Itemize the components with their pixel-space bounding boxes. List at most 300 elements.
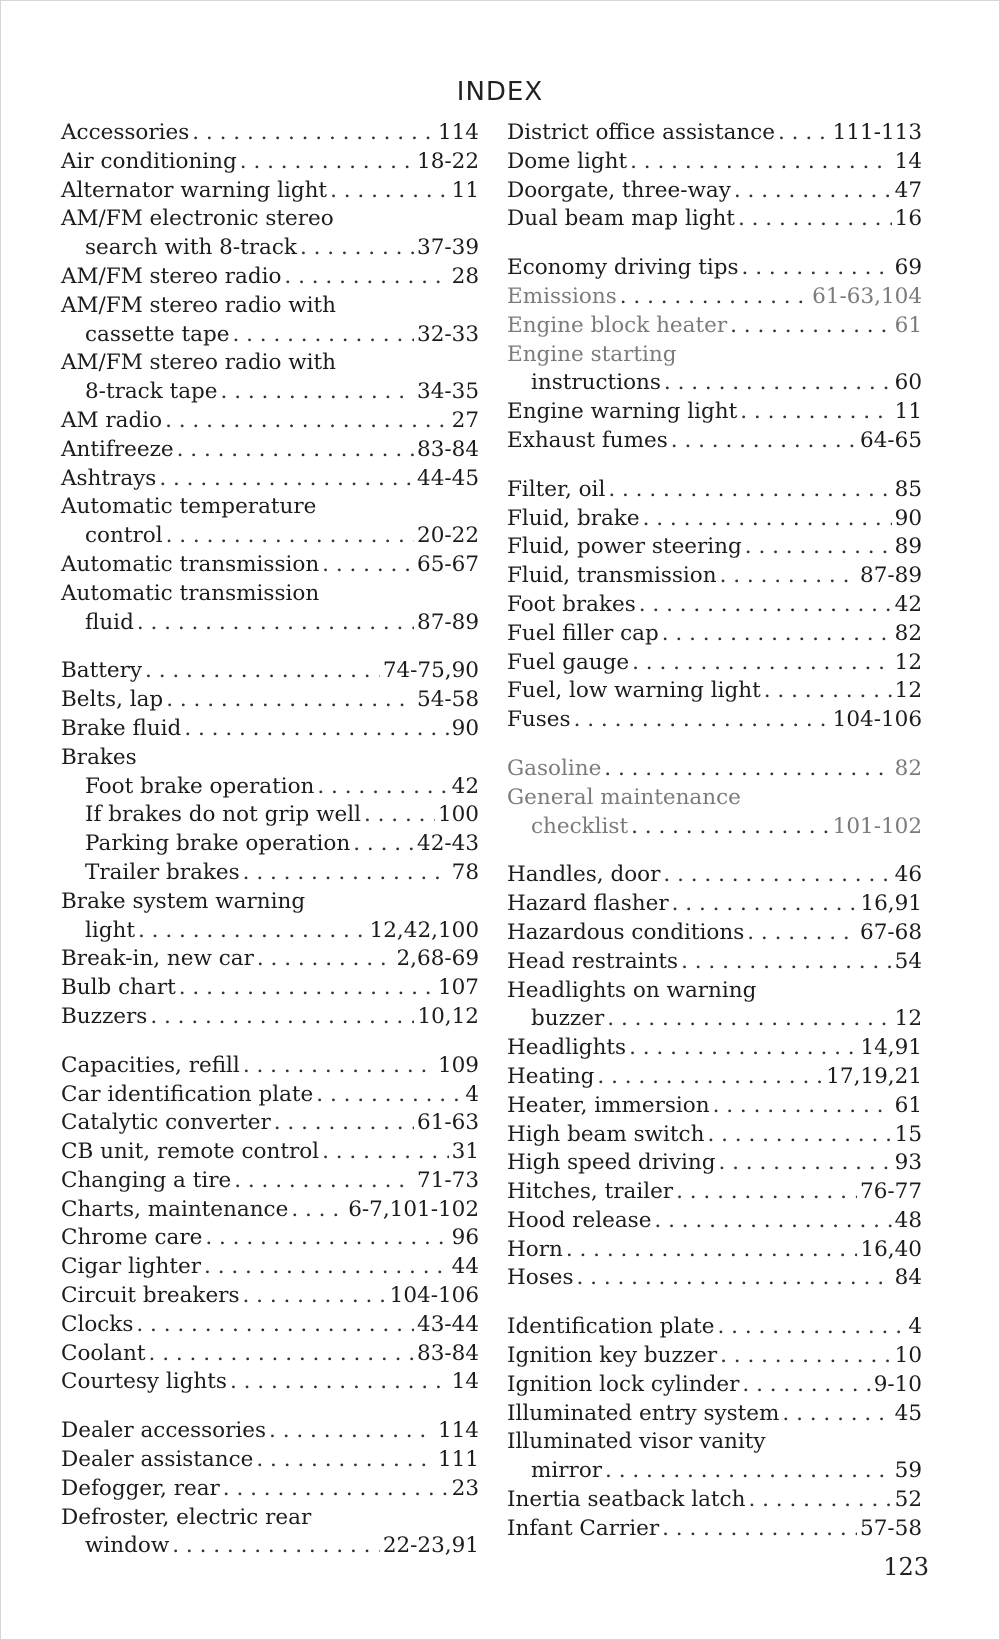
dot-leader <box>192 119 435 148</box>
dot-leader <box>221 378 414 407</box>
entry-pages: 76-77 <box>860 1179 922 1205</box>
entry-term: Dealer accessories <box>61 1418 267 1444</box>
entry-pages: 47 <box>894 177 922 203</box>
entry-pages: 54 <box>894 948 922 974</box>
dot-leader <box>671 427 857 456</box>
entry-term: fluid <box>85 609 134 635</box>
entry-term: mirror <box>531 1458 603 1484</box>
entry-pages: 15 <box>894 1121 922 1147</box>
index-entry <box>61 945 479 974</box>
index-entry <box>61 177 479 206</box>
index-entry <box>61 148 479 177</box>
entry-term: Buzzers <box>61 1003 148 1029</box>
entry-term: Cigar lighter <box>61 1254 202 1280</box>
dot-leader <box>720 562 857 591</box>
dot-leader <box>184 715 448 744</box>
entry-pages: 104-106 <box>832 707 922 733</box>
dot-leader <box>730 312 892 341</box>
entry-term: Accessories <box>61 120 190 145</box>
section-gap <box>507 234 922 254</box>
dot-leader <box>639 591 892 620</box>
index-entry-heading: AM/FM stereo radio with <box>61 292 337 318</box>
entry-term: cassette tape <box>85 321 230 347</box>
page-number: 123 <box>883 1553 929 1581</box>
entry-pages: 48 <box>894 1207 922 1233</box>
entry-term: Changing a tire <box>61 1167 232 1193</box>
dot-leader <box>204 1253 449 1282</box>
index-entry <box>507 620 922 649</box>
index-subentry <box>61 522 479 551</box>
index-subentry <box>61 234 479 263</box>
entry-pages: 111-113 <box>832 120 922 145</box>
entry-term: Ignition key buzzer <box>507 1343 718 1369</box>
section-gap <box>507 841 922 861</box>
index-entry <box>61 465 479 494</box>
entry-term: window <box>85 1533 170 1559</box>
entry-pages: 59 <box>894 1458 922 1484</box>
entry-term: Foot brakes <box>507 591 636 617</box>
index-entry <box>61 1003 479 1032</box>
dot-leader <box>291 1196 345 1225</box>
entry-term: High beam switch <box>507 1121 705 1147</box>
index-entry <box>507 177 922 206</box>
entry-pages: 4 <box>465 1081 479 1107</box>
dot-leader <box>317 773 448 802</box>
entry-pages: 32-33 <box>417 321 479 347</box>
entry-term: checklist <box>531 813 629 839</box>
dot-leader <box>274 1109 414 1138</box>
entry-pages: 9-10 <box>873 1371 922 1397</box>
entry-pages: 82 <box>894 620 922 646</box>
index-entry <box>507 755 922 784</box>
dot-leader <box>322 1138 449 1167</box>
dot-leader <box>740 398 891 427</box>
index-entry <box>61 263 479 292</box>
dot-leader <box>632 649 892 678</box>
entry-term: Fuses <box>507 707 571 733</box>
entry-term: Headlights <box>507 1035 627 1061</box>
entry-term: Exhaust fumes <box>507 427 668 453</box>
dot-leader <box>137 609 414 638</box>
entry-term: Economy driving tips <box>507 255 739 281</box>
entry-term: Gasoline <box>507 755 602 781</box>
dot-leader <box>150 1003 414 1032</box>
section-gap <box>61 1397 479 1417</box>
entry-term: Heating <box>507 1063 595 1089</box>
dot-leader <box>620 283 809 312</box>
entry-term: Hazardous conditions <box>507 919 745 945</box>
entry-term: Automatic transmission <box>61 551 320 577</box>
entry-term: buzzer <box>531 1006 605 1032</box>
index-entry <box>507 1342 922 1371</box>
index-entry <box>61 1052 479 1081</box>
index-subentry <box>61 830 479 859</box>
entry-term: Handles, door <box>507 862 661 888</box>
entry-term: Infant Carrier <box>507 1515 660 1541</box>
dot-leader <box>177 436 414 465</box>
dot-leader <box>663 861 891 890</box>
index-entry <box>507 649 922 678</box>
dot-leader <box>172 1532 380 1561</box>
entry-pages: 12 <box>894 649 922 675</box>
dot-leader <box>232 321 414 350</box>
entry-term: Dual beam map light <box>507 206 735 232</box>
index-entry <box>507 1178 922 1207</box>
entry-pages: 74-75,90 <box>382 658 479 684</box>
entry-term: District office assistance <box>507 120 776 145</box>
index-entry <box>507 890 922 919</box>
dot-leader <box>676 1178 857 1207</box>
index-entry <box>507 1264 922 1293</box>
index-entry-heading: Brakes <box>61 744 137 770</box>
dot-leader <box>664 369 892 398</box>
index-entry <box>507 427 922 456</box>
index-entry <box>61 1311 479 1340</box>
index-entry <box>507 1063 922 1092</box>
index-entry <box>507 398 922 427</box>
dot-leader <box>223 1475 449 1504</box>
index-entry <box>507 1313 922 1342</box>
index-entry <box>507 1121 922 1150</box>
index-subentry <box>61 1532 479 1561</box>
entry-term: Fluid, brake <box>507 505 640 531</box>
entry-term: Fluid, transmission <box>507 563 717 589</box>
entry-pages: 14,91 <box>860 1035 922 1061</box>
dot-leader <box>138 917 367 946</box>
index-subentry <box>61 801 479 830</box>
entry-term: instructions <box>531 370 661 396</box>
entry-term: Dealer assistance <box>61 1447 254 1473</box>
index-entry <box>507 562 922 591</box>
entry-term: Emissions <box>507 283 617 309</box>
dot-leader <box>364 801 435 830</box>
dot-leader <box>742 254 892 283</box>
entry-pages: 17,19,21 <box>826 1063 922 1089</box>
entry-term: light <box>85 917 136 943</box>
dot-leader <box>720 1342 892 1371</box>
entry-pages: 45 <box>894 1400 922 1426</box>
index-entry <box>61 1138 479 1167</box>
entry-pages: 93 <box>894 1150 922 1176</box>
dot-leader <box>159 465 414 494</box>
entry-term: Antifreeze <box>61 436 174 462</box>
entry-term: AM/FM stereo radio <box>61 263 282 289</box>
dot-leader <box>284 263 448 292</box>
entry-term: Head restraints <box>507 948 679 974</box>
entry-pages: 65-67 <box>417 551 479 577</box>
dot-leader <box>734 177 892 206</box>
entry-pages: 83-84 <box>417 436 479 462</box>
dot-leader <box>136 1311 414 1340</box>
entry-pages: 61 <box>894 312 922 338</box>
entry-pages: 12 <box>894 1006 922 1032</box>
entry-pages: 87-89 <box>417 609 479 635</box>
entry-pages: 104-106 <box>389 1283 479 1309</box>
dot-leader <box>353 830 414 859</box>
entry-pages: 16 <box>894 206 922 232</box>
entry-term: Horn <box>507 1236 563 1262</box>
entry-pages: 84 <box>894 1265 922 1291</box>
entry-pages: 42 <box>894 591 922 617</box>
dot-leader <box>165 407 449 436</box>
section-gap <box>61 1032 479 1052</box>
entry-term: Capacities, refill <box>61 1052 240 1078</box>
dot-leader <box>672 890 858 919</box>
index-entry <box>61 1109 479 1138</box>
entry-pages: 52 <box>894 1487 922 1513</box>
entry-pages: 37-39 <box>417 235 479 261</box>
entry-pages: 2,68-69 <box>396 946 479 972</box>
index-entry <box>507 706 922 735</box>
dot-leader <box>566 1236 858 1265</box>
index-entry <box>507 948 922 977</box>
index-entry <box>507 533 922 562</box>
entry-term: Coolant <box>61 1340 146 1366</box>
entry-pages: 78 <box>451 859 479 885</box>
dot-leader <box>179 974 435 1003</box>
dot-leader <box>576 1264 891 1293</box>
index-subentry <box>507 1457 922 1486</box>
dot-leader <box>322 551 414 580</box>
entry-term: Ashtrays <box>61 465 157 491</box>
index-entry <box>61 119 479 148</box>
index-entry <box>507 919 922 948</box>
index-entry <box>61 657 479 686</box>
section-gap <box>507 735 922 755</box>
index-entry <box>507 1371 922 1400</box>
dot-leader <box>205 1224 448 1253</box>
entry-pages: 100 <box>437 802 479 828</box>
entry-term: search with 8-track <box>85 235 297 261</box>
entry-term: Chrome care <box>61 1225 203 1251</box>
index-entry <box>61 1368 479 1397</box>
entry-term: Car identification plate <box>61 1081 314 1107</box>
dot-leader <box>608 476 891 505</box>
index-entry <box>61 1340 479 1369</box>
entry-pages: 89 <box>894 534 922 560</box>
index-entry <box>61 974 479 1003</box>
entry-term: Fuel filler cap <box>507 620 659 646</box>
entry-pages: 44-45 <box>417 465 479 491</box>
dot-leader <box>330 177 449 206</box>
section-gap <box>61 637 479 657</box>
entry-pages: 101-102 <box>832 813 922 839</box>
entry-pages: 6-7,101-102 <box>348 1196 479 1222</box>
entry-pages: 34-35 <box>417 379 479 405</box>
entry-pages: 20-22 <box>417 523 479 549</box>
index-entry <box>507 1149 922 1178</box>
index-entry <box>61 1081 479 1110</box>
entry-term: Filter, oil <box>507 476 606 502</box>
index-subentry <box>61 378 479 407</box>
index-entry <box>61 1167 479 1196</box>
entry-pages: 46 <box>894 862 922 888</box>
entry-term: Dome light <box>507 148 628 174</box>
dot-leader <box>243 1282 387 1311</box>
entry-pages: 16,91 <box>860 891 922 917</box>
index-entry <box>61 551 479 580</box>
entry-term: Circuit breakers <box>61 1283 240 1309</box>
index-entry <box>61 1446 479 1475</box>
entry-term: Hitches, trailer <box>507 1179 674 1205</box>
entry-term: Catalytic converter <box>61 1110 271 1136</box>
entry-pages: 42-43 <box>417 831 479 857</box>
entry-term: High speed driving <box>507 1150 716 1176</box>
index-entry <box>61 1475 479 1504</box>
dot-leader <box>738 205 892 234</box>
index-entry <box>507 591 922 620</box>
entry-pages: 12,42,100 <box>369 917 479 943</box>
entry-pages: 57-58 <box>860 1515 922 1541</box>
dot-leader <box>145 657 380 686</box>
index-entry-heading: Automatic transmission <box>61 580 320 606</box>
entry-term: Parking brake operation <box>85 831 351 857</box>
index-entry <box>507 1092 922 1121</box>
dot-leader <box>597 1063 823 1092</box>
entry-pages: 31 <box>451 1139 479 1165</box>
index-entry <box>61 436 479 465</box>
index-entry <box>507 1034 922 1063</box>
entry-term: Defogger, rear <box>61 1475 220 1501</box>
entry-pages: 16,40 <box>860 1236 922 1262</box>
entry-pages: 42 <box>451 773 479 799</box>
dot-leader <box>604 755 891 784</box>
dot-leader <box>166 522 414 551</box>
entry-pages: 61-63 <box>417 1110 479 1136</box>
entry-pages: 85 <box>894 476 922 502</box>
dot-leader <box>662 1515 857 1544</box>
index-entry <box>61 1253 479 1282</box>
entry-pages: 22-23,91 <box>382 1533 479 1559</box>
index-entry <box>61 1417 479 1446</box>
index-entry-heading: AM/FM stereo radio with <box>61 350 337 376</box>
entry-term: Inertia seatback latch <box>507 1487 746 1513</box>
index-entry <box>507 677 922 706</box>
entry-term: If brakes do not grip well <box>85 802 361 828</box>
entry-pages: 69 <box>894 255 922 281</box>
entry-term: Alternator warning light <box>61 177 328 203</box>
dot-leader <box>316 1081 462 1110</box>
index-entry <box>507 1400 922 1429</box>
dot-leader <box>778 119 830 148</box>
entry-term: Belts, lap <box>61 687 164 713</box>
entry-term: Engine warning light <box>507 399 738 425</box>
entry-pages: 14 <box>451 1369 479 1395</box>
dot-leader <box>748 1486 891 1515</box>
entry-term: Bulb chart <box>61 975 176 1001</box>
index-entry <box>61 1224 479 1253</box>
entry-term: CB unit, remote control <box>61 1139 320 1165</box>
entry-term: Ignition lock cylinder <box>507 1371 740 1397</box>
entry-term: Trailer brakes <box>85 859 240 885</box>
dot-leader <box>707 1121 891 1150</box>
dot-leader <box>269 1417 435 1446</box>
entry-pages: 28 <box>451 263 479 289</box>
entry-pages: 43-44 <box>417 1311 479 1337</box>
entry-pages: 4 <box>908 1314 922 1340</box>
entry-term: Foot brake operation <box>85 773 315 799</box>
section-gap <box>507 1293 922 1313</box>
index-entry <box>507 1486 922 1515</box>
entry-pages: 10 <box>894 1343 922 1369</box>
dot-leader <box>718 1313 906 1342</box>
dot-leader <box>742 1371 870 1400</box>
entry-pages: 114 <box>437 120 479 145</box>
entry-pages: 27 <box>451 407 479 433</box>
index-entry <box>507 119 922 148</box>
entry-pages: 87-89 <box>860 563 922 589</box>
entry-term: Illuminated entry system <box>507 1400 780 1426</box>
index-entry <box>507 505 922 534</box>
index-entry-heading: Illuminated visor vanity <box>507 1429 766 1455</box>
entry-pages: 90 <box>894 505 922 531</box>
entry-pages: 67-68 <box>860 919 922 945</box>
entry-term: Hood release <box>507 1207 652 1233</box>
dot-leader <box>745 533 892 562</box>
entry-pages: 71-73 <box>417 1167 479 1193</box>
dot-leader <box>230 1368 449 1397</box>
entry-term: Battery <box>61 658 143 684</box>
entry-pages: 64-65 <box>860 427 922 453</box>
entry-pages: 83-84 <box>417 1340 479 1366</box>
entry-term: AM radio <box>61 407 163 433</box>
dot-leader <box>257 945 394 974</box>
index-entry <box>507 312 922 341</box>
entry-pages: 90 <box>451 715 479 741</box>
entry-pages: 82 <box>894 755 922 781</box>
dot-leader <box>654 1207 891 1236</box>
index-column-right <box>507 119 922 1544</box>
entry-term: control <box>85 523 163 549</box>
dot-leader <box>605 1457 892 1486</box>
index-subentry <box>507 813 922 842</box>
entry-term: 8-track tape <box>85 379 218 405</box>
index-subentry <box>61 321 479 350</box>
index-entry <box>61 1196 479 1225</box>
dot-leader <box>662 620 892 649</box>
index-entry-heading: Defroster, electric rear <box>61 1504 312 1530</box>
index-entry <box>61 1282 479 1311</box>
dot-leader <box>240 148 414 177</box>
index-subentry <box>61 773 479 802</box>
dot-leader <box>629 1034 857 1063</box>
entry-pages: 54-58 <box>417 687 479 713</box>
entry-pages: 111 <box>437 1447 479 1473</box>
index-entry <box>507 1207 922 1236</box>
entry-pages: 114 <box>437 1418 479 1444</box>
index-entry <box>507 1515 922 1544</box>
entry-pages: 61 <box>894 1092 922 1118</box>
dot-leader <box>234 1167 414 1196</box>
entry-pages: 14 <box>894 148 922 174</box>
index-entry <box>61 715 479 744</box>
index-subentry <box>507 369 922 398</box>
entry-pages: 60 <box>894 370 922 396</box>
entry-term: Doorgate, three-way <box>507 177 731 203</box>
entry-pages: 18-22 <box>417 148 479 174</box>
entry-pages: 44 <box>451 1254 479 1280</box>
entry-term: Hoses <box>507 1265 574 1291</box>
index-subentry <box>61 609 479 638</box>
entry-term: Charts, maintenance <box>61 1196 289 1222</box>
dot-leader <box>243 1052 435 1081</box>
dot-leader <box>630 148 892 177</box>
dot-leader <box>782 1400 891 1429</box>
entry-term: Air conditioning <box>61 148 237 174</box>
entry-term: Clocks <box>61 1311 134 1337</box>
dot-leader <box>166 686 414 715</box>
dot-leader <box>574 706 830 735</box>
